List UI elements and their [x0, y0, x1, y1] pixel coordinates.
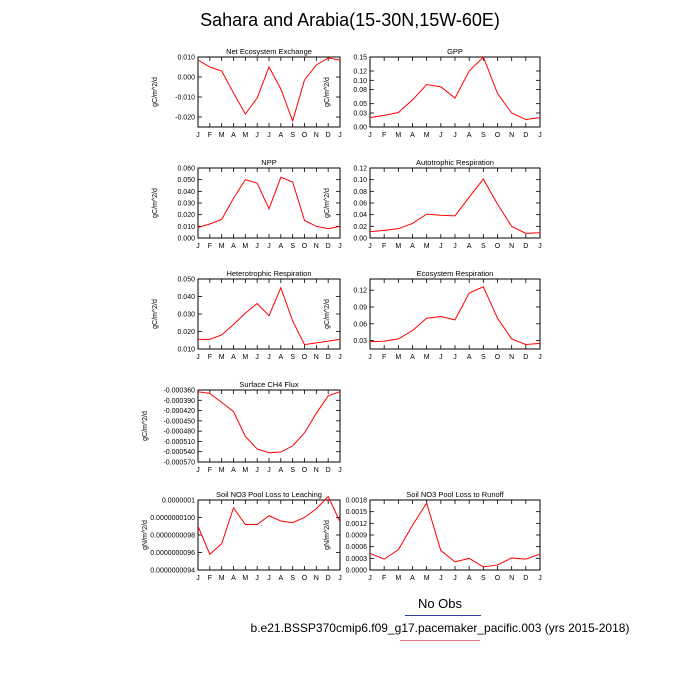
legend-label: No Obs: [417, 596, 463, 611]
x-tick-label: J: [338, 243, 342, 250]
x-tick-label: M: [218, 467, 225, 474]
y-tick-label: 0.040: [177, 294, 195, 301]
x-tick-label: S: [290, 243, 296, 250]
x-tick-label: M: [242, 243, 249, 250]
y-tick-label: 0.030: [177, 200, 195, 208]
x-tick-label: J: [439, 575, 443, 582]
x-tick-label: N: [509, 132, 515, 139]
x-tick-label: S: [480, 575, 486, 582]
x-tick-label: J: [453, 243, 457, 250]
x-tick-label: A: [278, 575, 284, 582]
x-tick-label: O: [301, 243, 308, 250]
series-line: [198, 497, 340, 555]
x-tick-label: M: [218, 354, 225, 361]
x-tick-label: S: [480, 354, 486, 361]
x-tick-label: M: [423, 575, 430, 582]
x-tick-label: D: [325, 575, 331, 582]
x-tick-label: N: [509, 243, 515, 250]
x-tick-label: A: [410, 354, 415, 361]
x-tick-label: J: [255, 132, 259, 139]
x-tick-label: J: [255, 354, 259, 361]
y-tick-label: 0.0000000100: [150, 515, 195, 522]
x-tick-label: J: [538, 354, 542, 361]
series-line: [370, 287, 540, 345]
x-tick-label: A: [231, 132, 236, 139]
x-tick-label: O: [301, 354, 308, 361]
x-tick-label: S: [290, 575, 296, 582]
series-line: [198, 392, 340, 453]
y-tick-label: -0.000480: [163, 428, 195, 436]
y-tick-label: 0.05: [353, 101, 367, 109]
plot-frame: [198, 279, 340, 349]
x-tick-label: S: [290, 467, 296, 474]
x-tick-label: A: [410, 243, 415, 250]
y-tick-label: 0.10: [353, 77, 367, 85]
x-tick-label: D: [523, 132, 529, 139]
x-tick-label: O: [494, 243, 501, 250]
y-tick-label: 0.000: [177, 74, 195, 82]
y-tick-label: 0.020: [177, 212, 195, 220]
x-tick-label: J: [338, 575, 342, 582]
y-tick-label: 0.010: [177, 223, 195, 231]
x-tick-label: F: [382, 354, 387, 361]
x-tick-label: N: [509, 575, 515, 582]
y-tick-label: 0.0006: [345, 544, 367, 552]
x-tick-label: D: [325, 132, 331, 139]
chart-panel: [152, 269, 342, 361]
x-tick-label: N: [509, 354, 515, 361]
panel-title: Heterotrophic Respiration: [226, 269, 312, 278]
y-axis-label: gC/m^2/d: [152, 77, 159, 107]
x-tick-label: M: [218, 132, 225, 139]
x-tick-label: A: [278, 243, 284, 250]
y-tick-label: -0.000510: [163, 438, 195, 446]
plot-frame: [198, 500, 340, 570]
x-tick-label: N: [313, 467, 319, 474]
panel-title: Autotrophic Respiration: [416, 158, 494, 167]
y-tick-label: 0.0012: [345, 520, 367, 528]
x-tick-label: A: [410, 575, 415, 582]
y-tick-label: 0.010: [177, 54, 195, 62]
x-tick-label: M: [395, 575, 402, 582]
y-tick-label: 0.06: [353, 200, 367, 208]
y-tick-label: 0.08: [353, 188, 367, 196]
y-tick-label: 0.0015: [345, 509, 367, 517]
x-tick-label: J: [267, 243, 271, 250]
x-tick-label: A: [466, 354, 472, 361]
x-tick-label: J: [368, 132, 372, 139]
x-tick-label: F: [382, 132, 387, 139]
x-tick-label: A: [231, 243, 236, 250]
chart-panel: [324, 269, 542, 361]
y-tick-label: 0.0018: [345, 497, 367, 505]
y-axis-label: gC/m^2/d: [152, 188, 159, 218]
series-line: [198, 288, 340, 345]
y-tick-label: 0.020: [177, 329, 195, 336]
x-tick-label: M: [218, 575, 225, 582]
x-tick-label: J: [453, 354, 457, 361]
legend-line: [405, 615, 481, 616]
y-axis-label: gN/m^2/d: [142, 520, 149, 550]
x-tick-label: O: [301, 132, 308, 139]
x-tick-label: N: [313, 243, 319, 250]
y-tick-label: 0.08: [353, 87, 367, 95]
x-tick-label: A: [278, 467, 284, 474]
y-tick-label: 0.09: [353, 304, 367, 312]
x-tick-label: J: [267, 132, 271, 139]
y-axis-label: gC/m^2/d: [142, 411, 149, 441]
y-axis-label: gC/m^2/d: [152, 299, 159, 329]
x-tick-label: J: [453, 132, 457, 139]
y-tick-label: 0.10: [353, 177, 367, 185]
chart-panel: [324, 47, 542, 139]
x-tick-label: D: [523, 354, 529, 361]
y-tick-label: 0.000: [177, 235, 195, 243]
y-tick-label: 0.0000: [345, 567, 367, 575]
y-tick-label: 0.040: [177, 188, 195, 196]
chart-panel: [324, 490, 542, 582]
x-tick-label: A: [278, 132, 284, 139]
x-tick-label: J: [267, 354, 271, 361]
y-tick-label: -0.000540: [163, 449, 195, 457]
series-line: [370, 503, 540, 567]
x-tick-label: M: [218, 243, 225, 250]
y-axis-label: gC/m^2/d: [324, 77, 331, 107]
x-tick-label: O: [301, 467, 308, 474]
y-axis-label: gN/m^2/d: [324, 520, 331, 550]
chart-panel: [142, 380, 342, 474]
x-tick-label: S: [480, 132, 486, 139]
y-tick-label: -0.010: [175, 94, 195, 102]
y-tick-label: 0.02: [353, 223, 367, 231]
y-tick-label: 0.15: [353, 54, 367, 62]
x-tick-label: F: [207, 575, 212, 582]
x-tick-label: J: [267, 467, 271, 474]
chart-panel: [152, 158, 342, 250]
x-tick-label: J: [338, 132, 342, 139]
x-tick-label: D: [325, 243, 331, 250]
x-tick-label: J: [338, 354, 342, 361]
panel-title: Surface CH4 Flux: [239, 380, 299, 389]
x-tick-label: J: [538, 132, 542, 139]
x-tick-label: F: [207, 354, 212, 361]
x-tick-label: J: [453, 575, 457, 582]
x-tick-label: J: [439, 132, 443, 139]
y-tick-label: -0.000360: [163, 387, 195, 395]
x-tick-label: A: [231, 354, 236, 361]
y-axis-label: gC/m^2/d: [324, 299, 331, 329]
y-tick-label: 0.12: [353, 287, 367, 295]
panel-title: Ecosystem Respiration: [416, 269, 494, 278]
x-tick-label: J: [338, 467, 342, 474]
y-tick-label: 0.050: [177, 177, 195, 185]
x-tick-label: A: [231, 575, 236, 582]
x-tick-label: M: [242, 132, 249, 139]
x-tick-label: J: [439, 243, 443, 250]
x-tick-label: N: [313, 132, 319, 139]
x-tick-label: M: [395, 132, 402, 139]
x-tick-label: F: [382, 575, 387, 582]
x-tick-label: M: [242, 467, 249, 474]
x-tick-label: A: [466, 132, 472, 139]
x-tick-label: J: [255, 243, 259, 250]
panel-title: Soil NO3 Pool Loss to Runoff: [406, 490, 504, 499]
x-tick-label: M: [423, 243, 430, 250]
y-tick-label: 0.030: [177, 311, 195, 319]
y-tick-label: -0.000450: [163, 418, 195, 426]
x-tick-label: J: [196, 575, 200, 582]
y-tick-label: -0.020: [175, 114, 195, 122]
y-tick-label: 0.00: [353, 124, 367, 132]
x-tick-label: F: [207, 243, 212, 250]
x-tick-label: S: [290, 354, 296, 361]
x-tick-label: M: [242, 354, 249, 361]
panel-title: GPP: [447, 47, 463, 56]
plot-frame: [370, 57, 540, 127]
y-tick-label: 0.0000000096: [150, 550, 195, 557]
x-tick-label: M: [423, 132, 430, 139]
x-tick-label: A: [278, 354, 284, 361]
y-tick-label: -0.000390: [163, 397, 195, 405]
y-tick-label: 0.0003: [345, 555, 367, 563]
series-line: [370, 57, 540, 120]
plot-frame: [370, 500, 540, 570]
chart-panel: [142, 490, 342, 582]
x-tick-label: J: [368, 575, 372, 582]
panel-title: Net Ecosystem Exchange: [226, 47, 312, 56]
y-tick-label: 0.12: [353, 68, 367, 76]
x-tick-label: F: [207, 467, 212, 474]
x-tick-label: F: [382, 243, 387, 250]
x-tick-label: A: [466, 575, 472, 582]
x-tick-label: D: [523, 575, 529, 582]
x-tick-label: O: [494, 132, 501, 139]
series-line: [198, 58, 340, 121]
y-tick-label: 0.0000001: [161, 497, 195, 505]
x-tick-label: D: [325, 467, 331, 474]
x-tick-label: J: [196, 467, 200, 474]
chart-panel: [324, 158, 542, 250]
case-underline: [400, 640, 480, 641]
x-tick-label: M: [395, 243, 402, 250]
x-tick-label: J: [196, 354, 200, 361]
y-tick-label: -0.000570: [163, 459, 195, 467]
plot-frame: [370, 279, 540, 349]
series-line: [198, 177, 340, 228]
x-tick-label: J: [368, 243, 372, 250]
panel-title: Soil NO3 Pool Loss to Leaching: [216, 490, 322, 499]
y-tick-label: 0.00: [353, 235, 367, 243]
case-label: b.e21.BSSP370cmip6.f09_g17.pacemaker_pacific.003 (yrs 2015-2018): [250, 621, 630, 635]
plot-frame: [198, 168, 340, 238]
y-tick-label: 0.060: [177, 165, 195, 173]
x-tick-label: A: [231, 467, 236, 474]
x-tick-label: D: [325, 354, 331, 361]
x-tick-label: J: [196, 132, 200, 139]
x-tick-label: S: [290, 132, 296, 139]
y-tick-label: 0.0000000094: [150, 567, 195, 575]
y-axis-label: gC/m^2/d: [324, 188, 331, 218]
x-tick-label: J: [267, 575, 271, 582]
x-tick-label: M: [242, 575, 249, 582]
x-tick-label: O: [494, 575, 501, 582]
y-tick-label: 0.03: [353, 110, 367, 118]
x-tick-label: M: [423, 354, 430, 361]
y-tick-label: 0.0009: [345, 532, 367, 540]
y-tick-label: 0.12: [353, 165, 367, 173]
x-tick-label: O: [494, 354, 501, 361]
x-tick-label: J: [196, 243, 200, 250]
y-tick-label: 0.010: [177, 346, 195, 354]
y-tick-label: 0.0000000098: [150, 532, 195, 540]
y-tick-label: 0.06: [353, 321, 367, 329]
x-tick-label: J: [538, 243, 542, 250]
x-tick-label: J: [255, 575, 259, 582]
x-tick-label: D: [523, 243, 529, 250]
x-tick-label: J: [255, 467, 259, 474]
y-tick-label: 0.03: [353, 338, 367, 346]
x-tick-label: O: [301, 575, 308, 582]
x-tick-label: F: [207, 132, 212, 139]
figure-title: Sahara and Arabia(15-30N,15W-60E): [200, 10, 500, 30]
y-tick-label: -0.000420: [163, 408, 195, 416]
x-tick-label: A: [410, 132, 415, 139]
x-tick-label: N: [313, 354, 319, 361]
x-tick-label: J: [368, 354, 372, 361]
y-tick-label: 0.04: [353, 212, 367, 220]
x-tick-label: J: [439, 354, 443, 361]
x-tick-label: S: [480, 243, 486, 250]
x-tick-label: J: [538, 575, 542, 582]
panel-title: NPP: [261, 158, 277, 167]
x-tick-label: M: [395, 354, 402, 361]
y-tick-label: 0.050: [177, 276, 195, 284]
x-tick-label: N: [313, 575, 319, 582]
series-line: [370, 179, 540, 233]
chart-panel: [152, 47, 342, 139]
x-tick-label: A: [466, 243, 472, 250]
